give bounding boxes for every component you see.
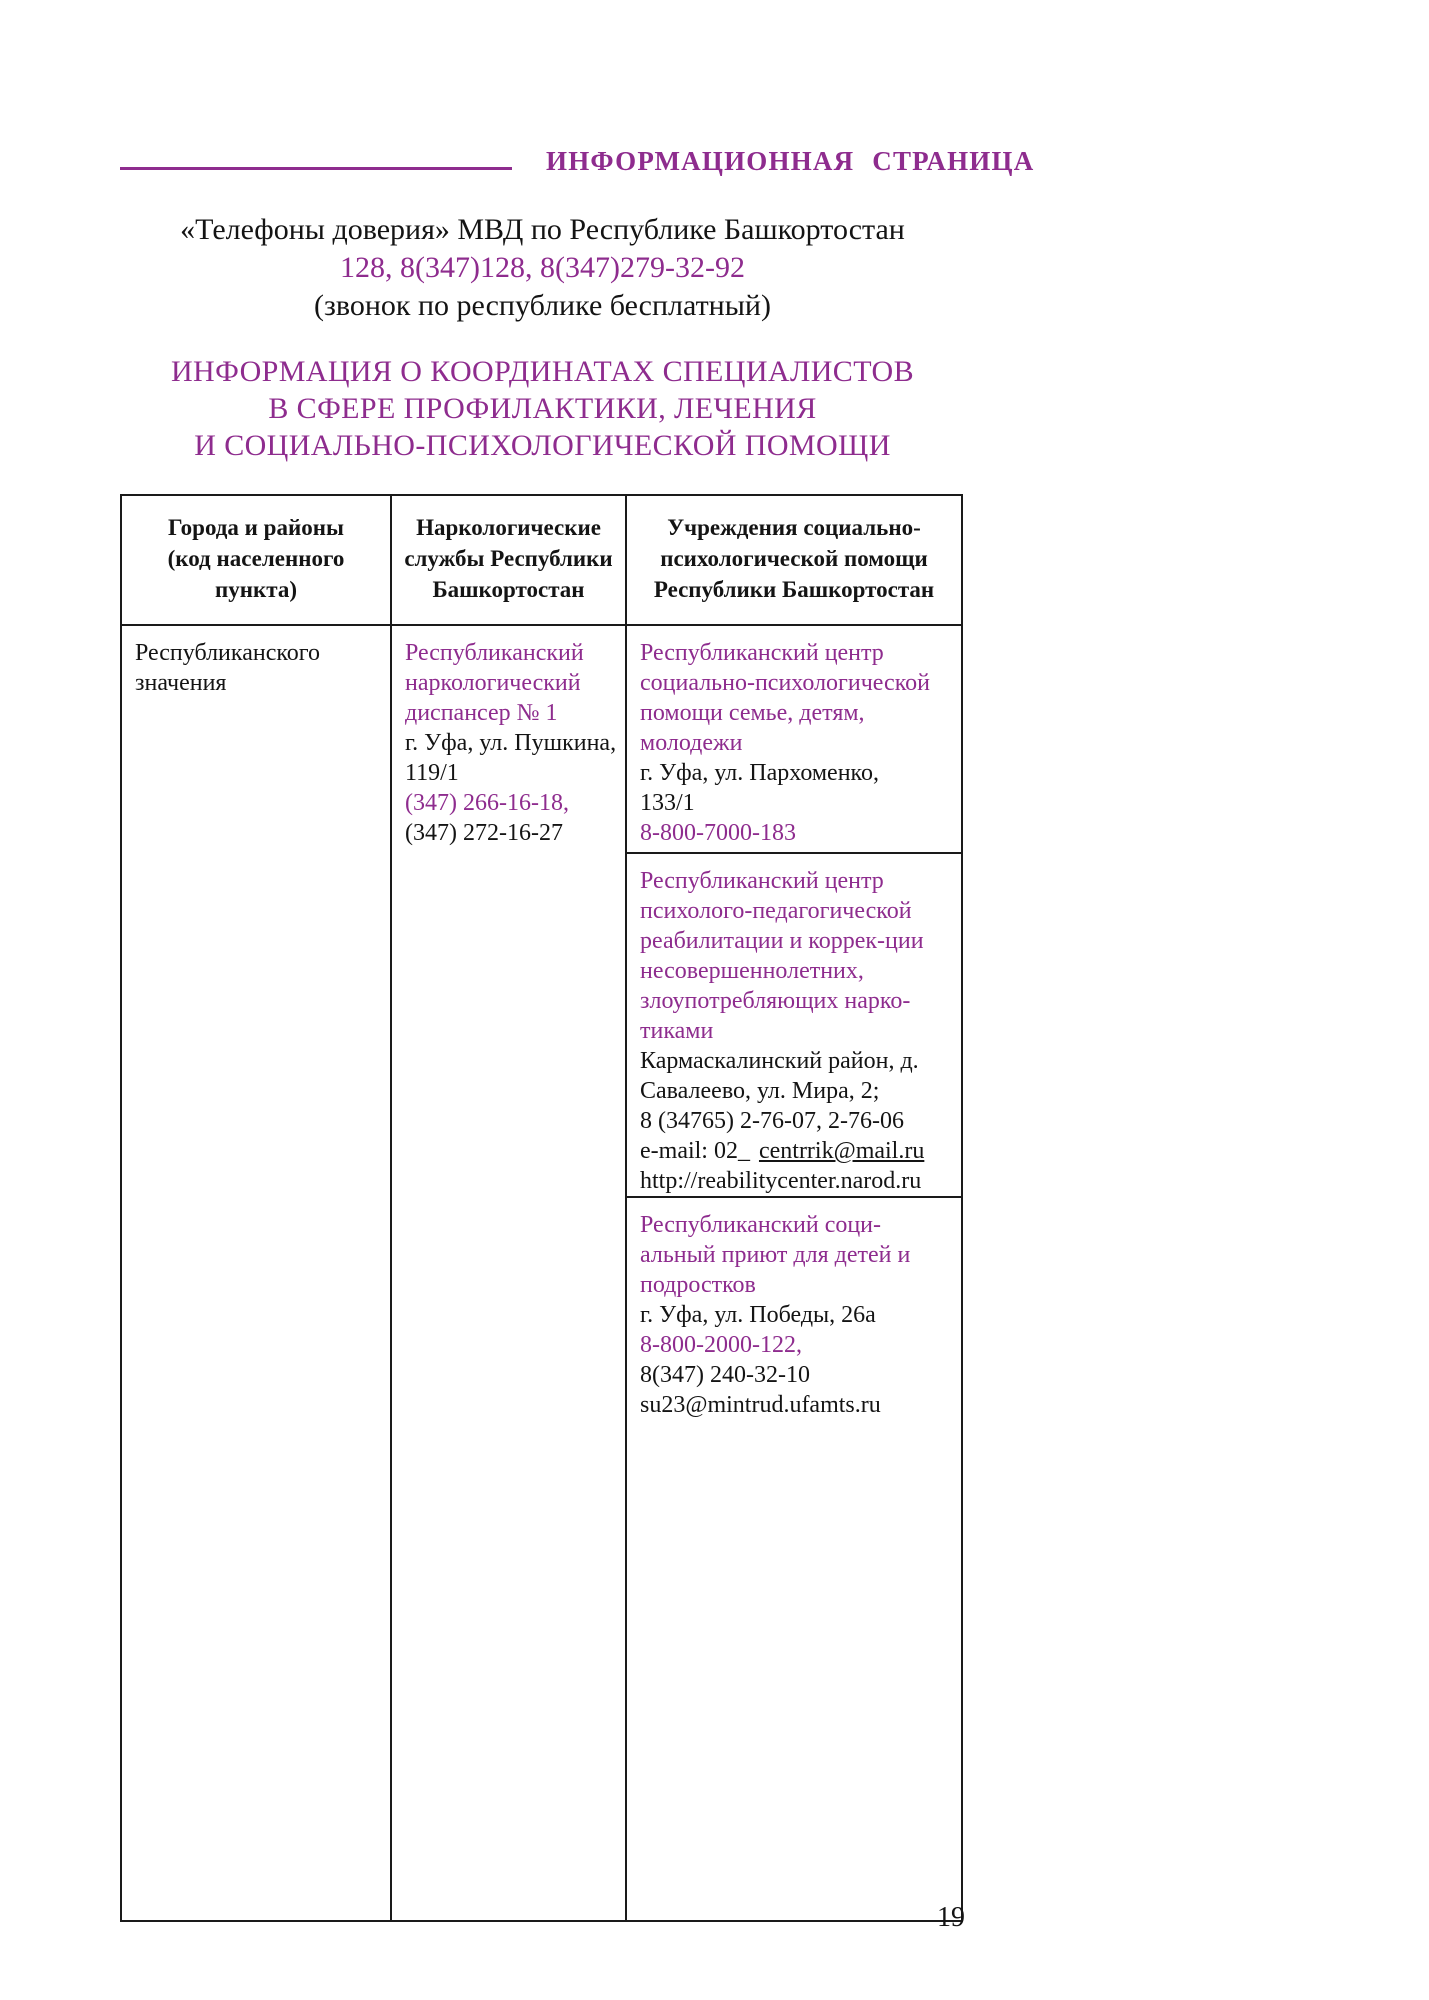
narcology-name: Республиканский наркологический диспансер № 1 <box>405 640 584 726</box>
social-1-hotline: 8-800-7000-183 <box>640 820 796 846</box>
narcology-phone-secondary: (347) 272-16-27 <box>405 820 563 846</box>
social-2-website: http://reabilitycenter.narod.ru <box>640 1168 922 1194</box>
header-rule <box>120 167 512 170</box>
social-3-hotline: 8-800-2000-122, <box>640 1332 802 1358</box>
region-label: Республиканского значения <box>135 640 321 696</box>
hotline-note: (звонок по республике бесплатный) <box>314 289 771 322</box>
social-1-address-line1: г. Уфа, ул. Пархоменко, <box>640 760 879 786</box>
page-header <box>120 146 1035 177</box>
page-header-title: ИНФОРМАЦИОННАЯ СТРАНИЦА <box>546 146 1035 176</box>
cell-social-services <box>627 626 961 1920</box>
section-title-line1: ИНФОРМАЦИЯ О КООРДИНАТАХ СПЕЦИАЛИСТОВ <box>170 355 915 388</box>
social-2-phones: 8 (34765) 2-76-07, 2-76-06 <box>640 1108 904 1134</box>
social-2-email-label: e-mail: 02_ <box>640 1138 750 1164</box>
social-2-email-link[interactable]: centrrik@mail.ru <box>758 1138 925 1164</box>
social-3-address: г. Уфа, ул. Победы, 26а <box>640 1302 876 1328</box>
section-title-line2: В СФЕРЕ ПРОФИЛАКТИКИ, ЛЕЧЕНИЯ <box>268 392 817 425</box>
table-header-narcology: Наркологические службы Республики Башкортостан <box>392 496 627 624</box>
social-1-address-line2: 133/1 <box>640 790 695 816</box>
table-header-social: Учреждения социально-психологической помощи Республики Башкортостан <box>653 515 935 602</box>
narcology-address: г. Уфа, ул. Пушкина, 119/1 <box>405 730 617 786</box>
table-header-regions: Города и районы (код населенного пункта) <box>122 496 392 624</box>
social-3-phone: 8(347) 240-32-10 <box>640 1362 810 1388</box>
section-title-line3: И СОЦИАЛЬНО-ПСИХОЛОГИЧЕСКОЙ ПОМОЩИ <box>194 429 891 462</box>
social-2-email-line <box>640 1136 955 1166</box>
table-body-row <box>122 626 961 1920</box>
hotline-block <box>120 211 965 325</box>
social-service-1 <box>627 626 961 854</box>
social-1-name: Республиканский центр социально-психологической помощи семье, детям, молодежи <box>640 640 930 756</box>
hotline-title: «Телефоны доверия» МВД по Республике Башкортостан <box>180 213 905 246</box>
contacts-table <box>120 494 963 1922</box>
social-service-2 <box>627 854 961 1198</box>
hotline-numbers: 128, 8(347)128, 8(347)279-32-92 <box>340 251 745 284</box>
social-2-name: Республиканский центр психолого-педагогической реабилитации и коррек-ции несовершеннолетних, злоупотребляющих нарко-тиками <box>640 868 924 1044</box>
social-3-email: su23@mintrud.ufamts.ru <box>640 1392 881 1418</box>
social-service-3 <box>627 1198 961 1920</box>
page-number: 19 <box>937 1902 965 1933</box>
social-3-name: Республиканский соци-альный приют для детей и подростков <box>640 1212 911 1298</box>
cell-region <box>122 626 392 1920</box>
cell-narcology <box>392 626 627 1920</box>
section-title <box>120 353 965 464</box>
table-header-row <box>122 496 961 626</box>
narcology-phone-primary: (347) 266-16-18, <box>405 790 569 816</box>
page-content <box>120 0 1035 1922</box>
social-2-address: Кармаскалинский район, д. Савалеево, ул. Мира, 2; <box>640 1048 919 1104</box>
